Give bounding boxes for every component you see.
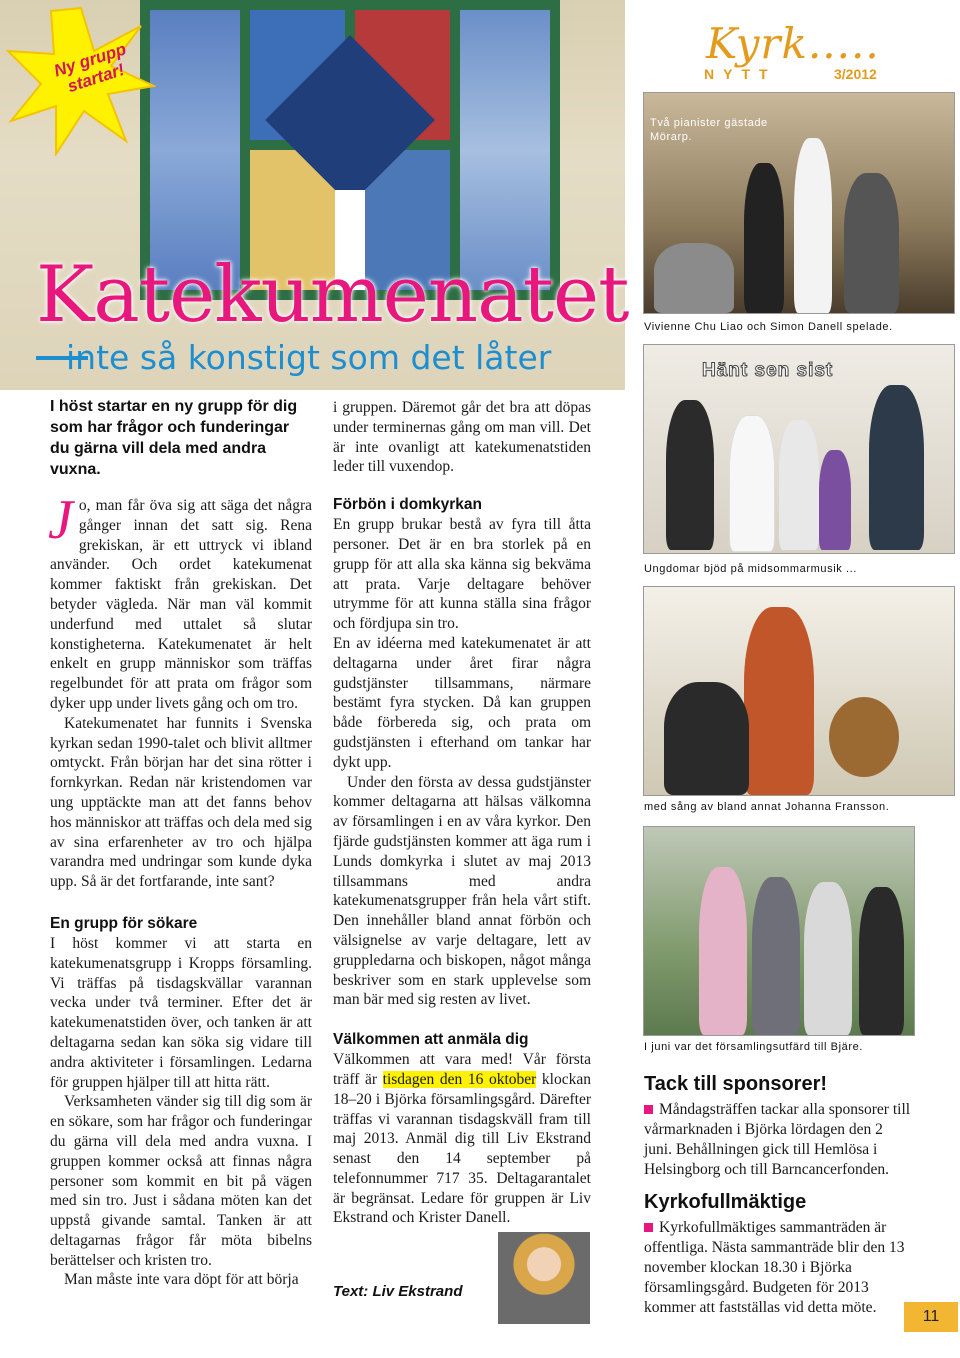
paragraph: Verksamheten vänder sig till dig som är en sökare, som har frågor och funderingar du gärna vill dela med andra vuxna. I gruppen kommer också att finnas några personer som kommit en bit på vägen med sin tro. Just i sådana möten kan det uppstå givande samtal. Tanken är att deltagarnas frågor får möta bibelns berättelser och kristen tro. — [50, 1093, 312, 1269]
paragraph: En grupp brukar bestå av fyra till åtta personer. Det är en bra storlek på en grupp för att alla ska känna sig bekväma att prata. Varje deltagare behöver utrymme för att kunna ställa sina frågor och fördjupa sin tro. — [333, 516, 591, 633]
highlighted-date: tisdagen den 16 oktober — [382, 1070, 537, 1088]
sponsors-body: Måndagsträffen tackar alla sponsorer till vårmarknaden i Björka lördagen den 2 juni. Behållningen gick till Hemlösa i Helsingborg och till Barncancerfonden. — [644, 1101, 911, 1178]
photo-caption: Ungdomar bjöd på midsommarmusik ... — [644, 563, 857, 575]
photo-caption: Vivienne Chu Liao och Simon Danell spelade. — [644, 321, 893, 333]
sponsors-box — [644, 1072, 912, 1180]
article-column-1 — [48, 489, 312, 1290]
article-title: Katekumenatet — [36, 250, 629, 340]
singer-photo — [643, 586, 955, 796]
author-credit: Text: Liv Ekstrand — [333, 1283, 463, 1300]
page-number: 11 — [904, 1302, 958, 1332]
photo-caption: med sång av bland annat Johanna Fransson. — [644, 801, 890, 813]
sponsors-heading: Tack till sponsorer! — [644, 1073, 828, 1095]
section-label: Hänt sen sist — [702, 360, 834, 381]
council-heading: Kyrkofullmäktige — [644, 1191, 807, 1213]
paragraph: i gruppen. Däremot går det bra att döpas under terminernas gång om man vill. Det är inte ovanligt att katekumenatstiden leder till vuxendop. — [333, 399, 591, 476]
masthead-subtitle: NYTT — [704, 66, 777, 82]
paragraph: Man måste inte vara döpt för att börja — [64, 1271, 299, 1289]
text-run: klockan 18–20 i Björka församlingsgård. Därefter träffas vi varannan tisdagskväll fram till maj 2013. Anmäl dig till Liv Ekstrand senast den 14 september på telefonnummer 717 35. Deltagarantalet är begränsat. Ledare för gruppen är Liv Ekstrand och Krister Danell. — [333, 1070, 591, 1227]
sponsors-text — [644, 1100, 912, 1180]
masthead-title: Kyrk..... — [706, 19, 880, 68]
author-portrait-photo — [498, 1232, 590, 1324]
paragraph: o, man får öva sig att säga det några gånger innan det satt sig. Rena grekiskan, är ett uttryck vi ibland använder. Och ordet katekumenat kommer faktiskt från grekiskan. Det betyder vägleda. När man väl kommit underfund med uttalet så slutar konstigheterna. Katekumenatet är helt enkelt en grupp människor som träffas regelbundet för att prata om frågor som dyker upp under livets gång och om tro. — [50, 497, 312, 712]
paragraph — [333, 1050, 591, 1228]
council-text — [644, 1218, 912, 1318]
text-run: Välkommen att vara med! Vår första träff är — [333, 1051, 591, 1088]
section-heading: Förbön i domkyrkan — [333, 496, 482, 514]
square-bullet-icon — [644, 1223, 653, 1232]
issue-number: 3/2012 — [834, 66, 877, 82]
paragraph: Under den första av dessa gudstjänster kommer deltagarna att hälsas välkomna av församlingen i en av våra kyrkor. Den fjärde gudstjänsten kommer att äga rum i Lunds domkyrka i slutet av maj 2013 tillsammans med andra katekumenatsgrupper från hela vårt stift. Den innehåller bland annat förbön och välsignelse av varje deltagare, lett av gruppledarna och biskopen, något många beskriver som en stark upplevelse som man bär med sig resten av livet. — [333, 773, 591, 1009]
star-badge-text: Ny grupp startar! — [51, 39, 129, 97]
square-bullet-icon — [644, 1105, 653, 1114]
photo-caption: I juni var det församlingsutfärd till Bjäre. — [644, 1041, 863, 1053]
section-heading: En grupp för sökare — [50, 914, 198, 932]
article-subtitle: inte så konstigt som det låter — [66, 338, 552, 377]
paragraph: En av idéerna med katekumenatet är att deltagarna under året firar några gudstjänster tillsammans, närmare bestämt fyra stycken. Då kan gruppen både förbereda sig, och prata om gudstjänsten i efterhand om tankar har dykt upp. — [333, 634, 591, 771]
paragraph: Katekumenatet har funnits i Svenska kyrkan sedan 1990-talet och blivit alltmer omtyckt. Från början har det sina rötter i fornkyrkan. Redan när kristendomen var ung upptäckte man att det fanns behov hos människor att träffas och dela med sig av sina erfarenheter av tro och hjälpa varandra med undringar som kunde dyka upp. Så är det fortfarande, inte sant? — [50, 714, 312, 891]
parish-outing-photo — [643, 826, 915, 1036]
council-box — [644, 1190, 912, 1318]
drop-cap: J — [48, 489, 73, 551]
section-heading: Välkommen att anmäla dig — [333, 1031, 529, 1049]
article-column-2 — [333, 398, 591, 1228]
photo-overlay-caption: Två pianister gästade Mörarp. — [650, 117, 768, 143]
article-lead: I höst startar en ny grupp för dig som har frågor och funderingar du gärna vill dela med andra vuxna. — [50, 398, 298, 478]
paragraph: I höst kommer vi att starta en katekumenatsgrupp i Kropps församling. Vi träffas på tisdagskvällar varannan vecka under två terminer. Efter det är katekumenatstiden över, och tanken är att deltagarna sedan kan söka sig vidare till andra aktiviteter i församlingen. Ledarna för gruppen hjälper till att hitta rätt. — [50, 934, 312, 1091]
council-body: Kyrkofullmäktiges sammanträden är offentliga. Nästa sammanträde blir den 13 november klockan 18.30 i Björka församlingsgård. Budgeten för 2013 kommer att fastställas vid detta möte. — [644, 1219, 905, 1316]
